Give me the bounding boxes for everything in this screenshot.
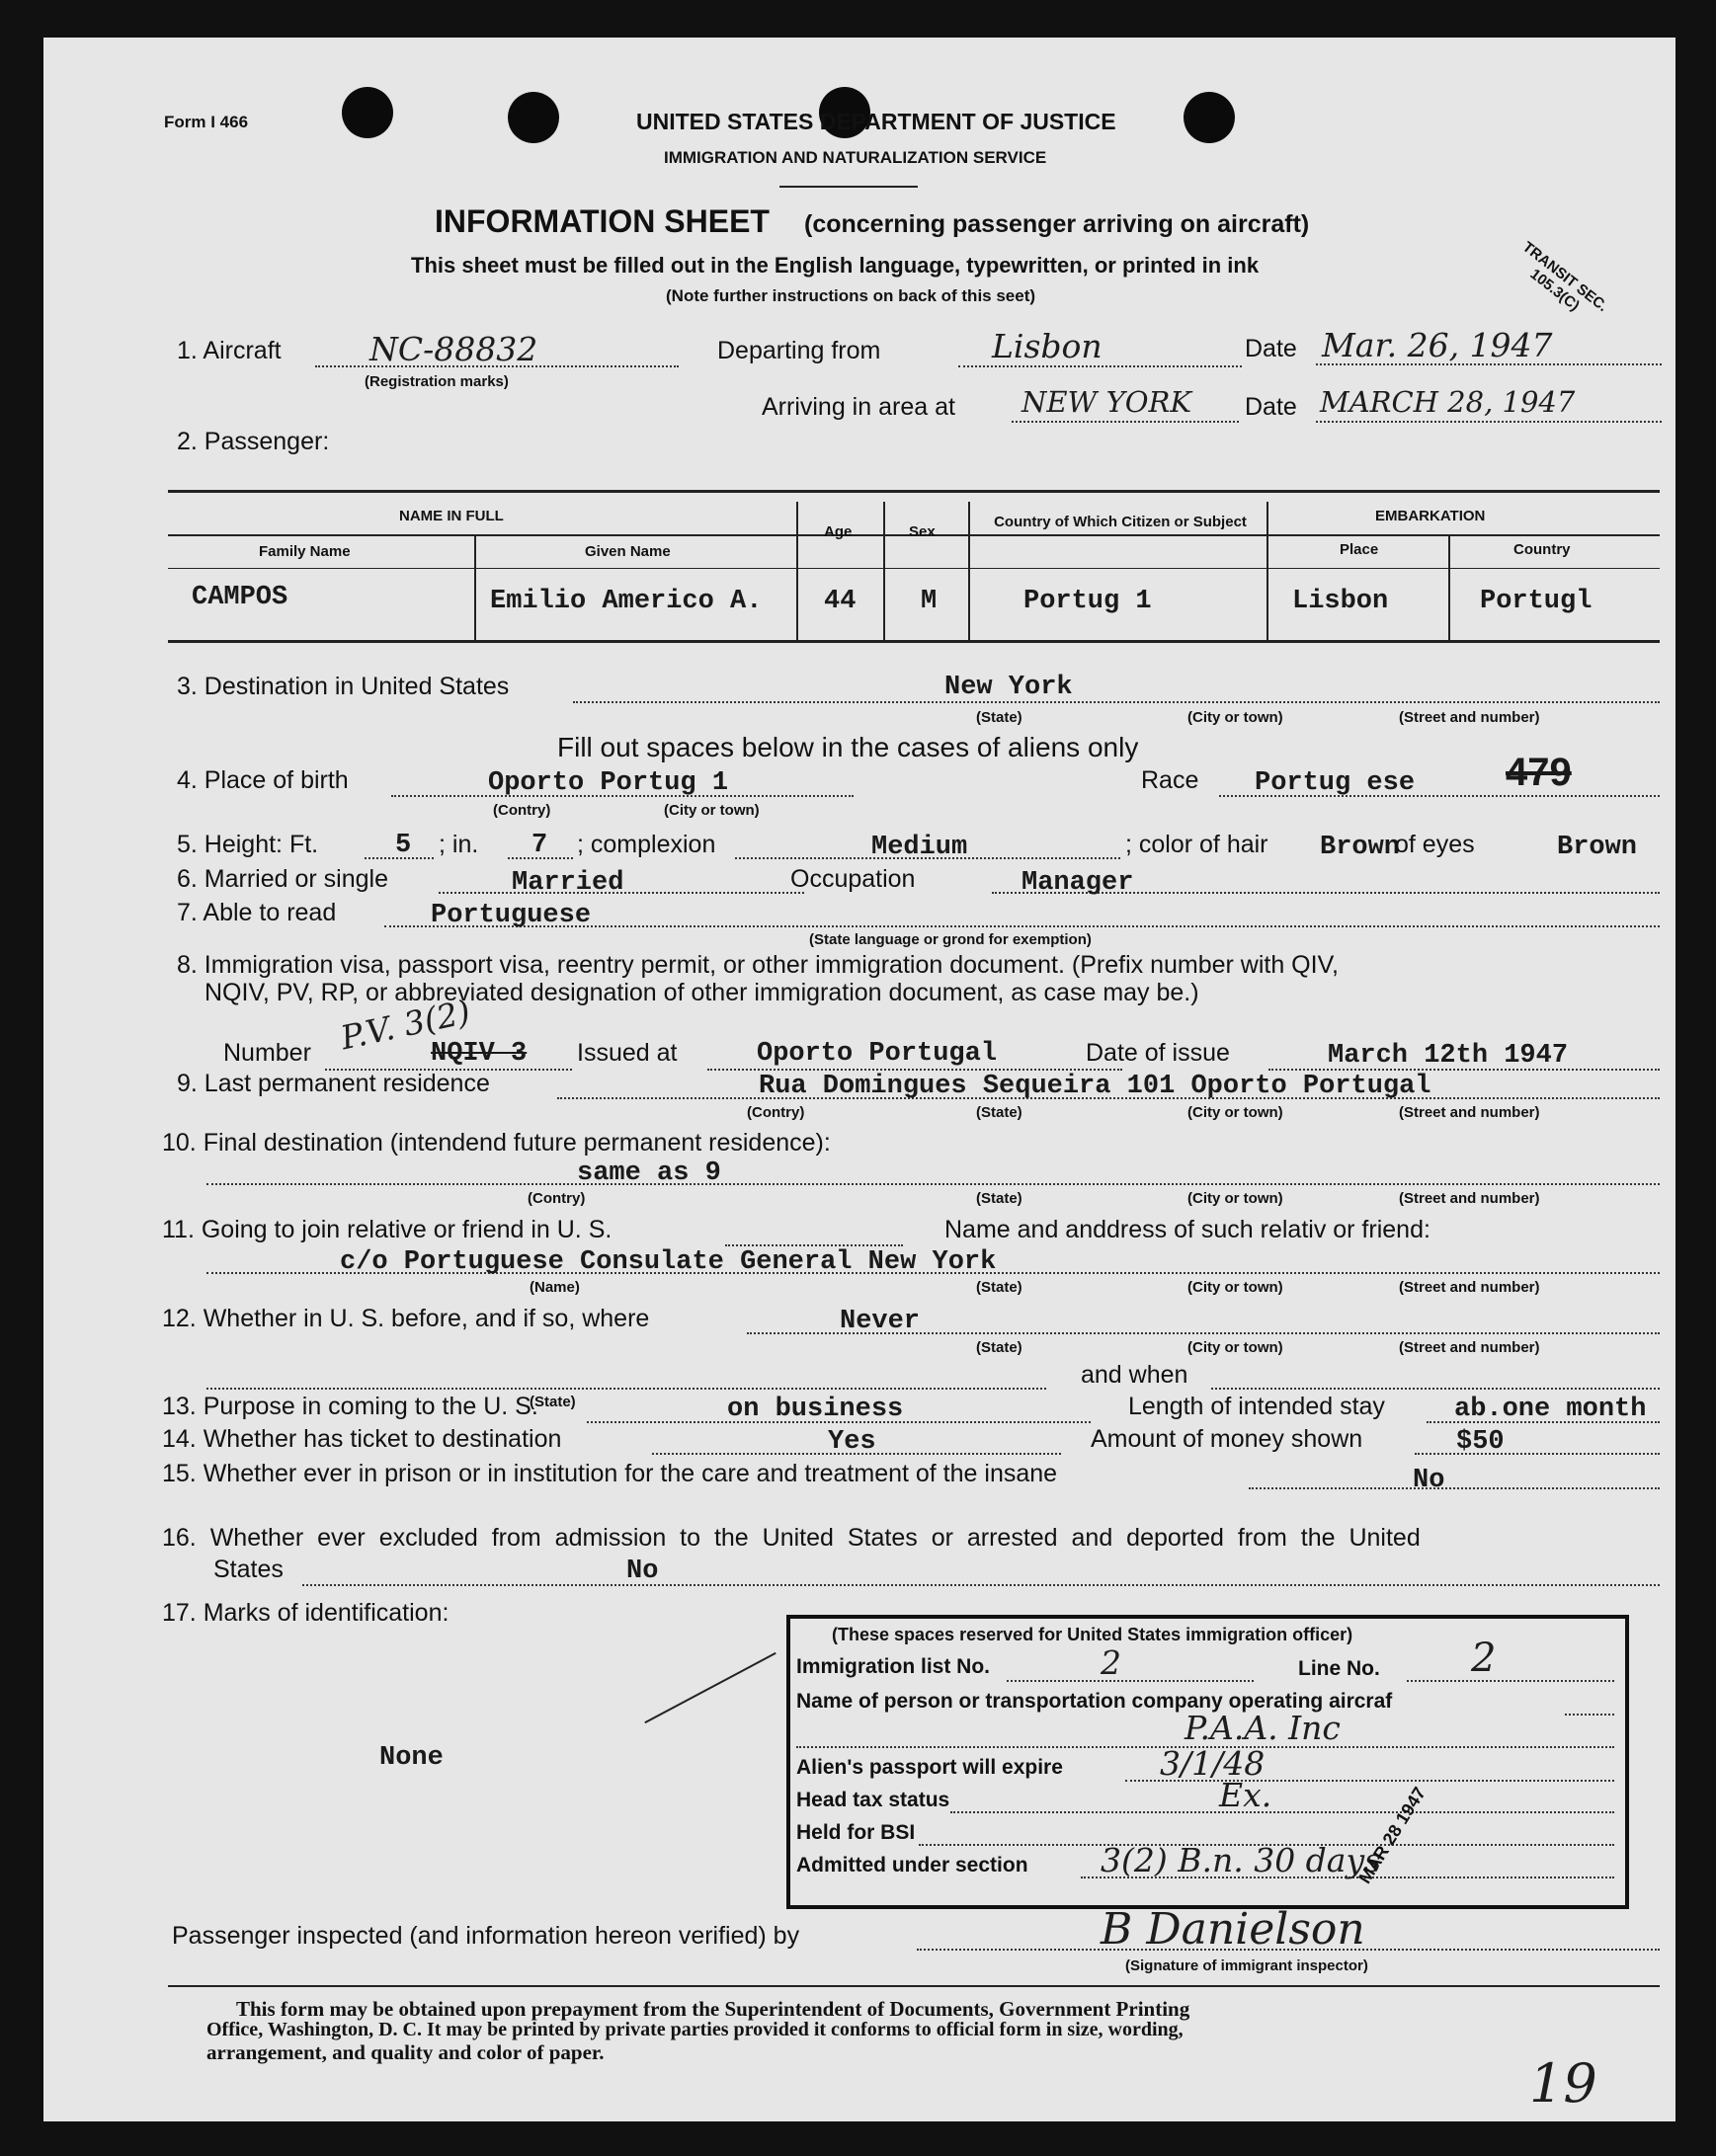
issued-at-label: Issued at [577, 1039, 678, 1067]
margin-number: 479 [1506, 751, 1572, 794]
sublabel-street: (Street and number) [1399, 1339, 1540, 1356]
sublabel-city: (City or town) [1187, 1279, 1283, 1296]
embarkation-header: EMBARKATION [1375, 508, 1486, 524]
stay-length-label: Length of intended stay [1128, 1393, 1385, 1420]
sublabel-state: (State) [976, 1279, 1022, 1296]
sublabel-street: (Street and number) [1399, 1104, 1540, 1121]
arriving-value: NEW YORK [1021, 385, 1191, 419]
inspector-signature: B Danielson [1101, 1904, 1365, 1955]
height-ft-value: 5 [395, 831, 412, 860]
money-label: Amount of money shown [1091, 1425, 1363, 1453]
issue-date-value: March 12th 1947 [1328, 1041, 1569, 1071]
carrier-label: Name of person or transportation company operating aircraf [796, 1690, 1393, 1713]
aircraft-value: NC-88832 [369, 330, 538, 368]
punch-hole [508, 92, 559, 143]
visa-text-1: 8. Immigration visa, passport visa, reentry permit, or other immigration document. (Prefix number with QIV, [177, 951, 1339, 979]
relative-name-label: Name and anddress of such relativ or friend: [944, 1216, 1430, 1243]
country-header: Country of Which Citizen or Subject [994, 514, 1247, 530]
marital-label: 6. Married or single [177, 865, 388, 893]
hair-value: Brown [1320, 833, 1401, 862]
departing-value: Lisbon [992, 327, 1103, 365]
signature-sublabel: (Signature of immigrant inspector) [1125, 1957, 1368, 1974]
bsi-label: Held for BSI [796, 1821, 916, 1844]
visa-text-2: NQIV, PV, RP, or abbreviated designation of other immigration document, as case may be.) [204, 979, 1199, 1006]
departing-label: Departing from [717, 337, 881, 364]
sublabel-state: (State) [976, 1104, 1022, 1121]
age-header: Age [824, 523, 853, 540]
age-cell: 44 [824, 587, 857, 616]
money-value: $50 [1456, 1427, 1505, 1457]
excluded-label-1: 16. Whether ever excluded from admission to the United States or arrested and deported from the United [162, 1524, 1421, 1552]
list-no-value: 2 [1101, 1643, 1121, 1682]
departure-date-label: Date [1245, 335, 1297, 362]
excluded-label-2: States [213, 1556, 284, 1583]
name-in-full-header: NAME IN FULL [399, 508, 504, 524]
form-number: Form I 466 [164, 113, 249, 131]
eyes-value: Brown [1557, 833, 1638, 862]
read-value: Portuguese [431, 901, 592, 930]
transit-stamp: TRANSIT SEC. 105.3(C) [1518, 238, 1611, 316]
occupation-label: Occupation [790, 865, 916, 893]
sheet-title: INFORMATION SHEET [435, 203, 770, 239]
sublabel-country: (Contry) [528, 1190, 586, 1207]
sublabel-state: (State) [976, 709, 1022, 726]
final-destination-value: same as 9 [577, 1158, 721, 1188]
given-name-header: Given Name [585, 543, 671, 560]
prison-value: No [1413, 1466, 1445, 1495]
line-no-value: 2 [1471, 1636, 1497, 1681]
sublabel-country: (Contry) [493, 802, 551, 819]
marital-value: Married [512, 868, 624, 898]
sublabel-city: (City or town) [1187, 1104, 1283, 1121]
inspected-label: Passenger inspected (and information hereon verified) by [172, 1922, 800, 1950]
punch-hole [342, 87, 393, 138]
sublabel-state: (State) [530, 1394, 576, 1410]
footer-line-2: Office, Washington, D. C. It may be printed by private parties provided it conforms to official form in size, wording, [206, 2019, 1184, 2040]
height-in-value: 7 [531, 831, 548, 860]
sublabel-street: (Street and number) [1399, 709, 1540, 726]
country-cell: Portug 1 [1023, 587, 1152, 616]
embarkation-place-cell: Lisbon [1292, 587, 1389, 616]
eyes-label: of eyes [1395, 831, 1475, 858]
sublabel-street: (Street and number) [1399, 1279, 1540, 1296]
visa-number-value: P.V. 3(2) [337, 992, 474, 1058]
destination-value: New York [944, 673, 1073, 702]
form-sheet [43, 38, 1675, 2121]
sublabel-city: (City or town) [664, 802, 760, 819]
sublabel-city: (City or town) [1187, 709, 1283, 726]
residence-value: Rua Domingues Sequeira 101 Oporto Portugal [759, 1072, 1431, 1101]
section-label: Admitted under section [796, 1854, 1028, 1877]
carrier-value: P.A.A. Inc [1185, 1709, 1341, 1747]
list-no-label: Immigration list No. [796, 1655, 991, 1678]
family-name-header: Family Name [259, 543, 351, 560]
footer-line-3: arrangement, and quality and color of paper. [206, 2040, 605, 2064]
date-stamp: MAR 28 1947 [1354, 1783, 1430, 1887]
identification-label: 17. Marks of identification: [162, 1599, 449, 1627]
race-label: Race [1141, 766, 1199, 794]
sublabel-country: (Contry) [747, 1104, 805, 1121]
excluded-value: No [626, 1557, 659, 1586]
section-value: 3(2) B.n. 30 days [1101, 1841, 1382, 1879]
relative-value: c/o Portuguese Consulate General New York [340, 1247, 997, 1277]
sublabel-state: (State) [976, 1190, 1022, 1207]
read-sublabel: (State language or grond for exemption) [809, 931, 1092, 948]
height-in-label: ; in. [439, 831, 479, 858]
residence-label: 9. Last permanent residence [177, 1070, 490, 1097]
sex-cell: M [921, 587, 938, 616]
ticket-label: 14. Whether has ticket to destination [162, 1425, 562, 1453]
destination-label: 3. Destination in United States [177, 673, 510, 700]
complexion-label: ; complexion [577, 831, 716, 858]
passport-label: Alien's passport will expire [796, 1756, 1063, 1779]
departure-date-value: Mar. 26, 1947 [1322, 326, 1553, 364]
issued-at-value: Oporto Portugal [757, 1039, 998, 1069]
purpose-value: on business [727, 1395, 904, 1424]
hair-label: ; color of hair [1125, 831, 1268, 858]
registration-sublabel: (Registration marks) [365, 373, 509, 390]
tax-value: Ex. [1219, 1776, 1272, 1814]
visa-number-struck: NQIV 3 [431, 1039, 528, 1069]
aliens-note: Fill out spaces below in the cases of aliens only [557, 732, 1139, 762]
department-title: UNITED STATES DEPARTMENT OF JUSTICE [636, 109, 1116, 134]
family-name-cell: CAMPOS [192, 583, 288, 612]
when-label: and when [1081, 1361, 1188, 1389]
occupation-value: Manager [1021, 868, 1134, 898]
arrival-date-value: MARCH 28, 1947 [1320, 385, 1576, 419]
issue-date-label: Date of issue [1086, 1039, 1230, 1067]
visa-number-label: Number [223, 1039, 311, 1067]
service-title: IMMIGRATION AND NATURALIZATION SERVICE [664, 148, 1047, 167]
stay-length-value: ab.one month [1454, 1395, 1647, 1424]
line-no-label: Line No. [1298, 1657, 1380, 1680]
birthplace-label: 4. Place of birth [177, 766, 349, 794]
arrival-date-label: Date [1245, 393, 1297, 421]
passport-value: 3/1/48 [1160, 1744, 1266, 1783]
sublabel-street: (Street and number) [1399, 1190, 1540, 1207]
final-destination-label: 10. Final destination (intendend future permanent residence): [162, 1129, 831, 1157]
prior-visit-value: Never [840, 1307, 921, 1336]
prior-visit-label: 12. Whether in U. S. before, and if so, where [162, 1305, 650, 1332]
punch-hole [1184, 92, 1235, 143]
sheet-title-note: (concerning passenger arriving on aircraft) [804, 210, 1310, 238]
complexion-value: Medium [871, 833, 968, 862]
birthplace-value: Oporto Portug 1 [488, 768, 729, 798]
sublabel-city: (City or town) [1187, 1339, 1283, 1356]
passenger-label: 2. Passenger: [177, 428, 330, 455]
page-number: 19 [1529, 2052, 1597, 2115]
embarkation-country-header: Country [1513, 541, 1571, 558]
prison-label: 15. Whether ever in prison or in institution for the care and treatment of the insane [162, 1460, 1058, 1487]
ticket-value: Yes [828, 1427, 876, 1457]
read-label: 7. Able to read [177, 899, 337, 926]
given-name-cell: Emilio Americo A. [490, 587, 763, 616]
identification-value: None [379, 1743, 444, 1773]
embarkation-country-cell: Portugl [1480, 587, 1593, 616]
aircraft-label: 1. Aircraft [177, 337, 282, 364]
join-relative-label: 11. Going to join relative or friend in U. S. [162, 1216, 613, 1243]
purpose-label: 13. Purpose in coming to the U. S. [162, 1393, 538, 1420]
embarkation-place-header: Place [1340, 541, 1379, 558]
sublabel-name: (Name) [530, 1279, 580, 1296]
officer-box-title: (These spaces reserved for United States immigration officer) [832, 1625, 1353, 1644]
race-value: Portug ese [1255, 768, 1416, 798]
arriving-label: Arriving in area at [762, 393, 955, 421]
sublabel-city: (City or town) [1187, 1190, 1283, 1207]
tax-label: Head tax status [796, 1789, 950, 1811]
footer-line-1: This form may be obtained upon prepayment from the Superintendent of Documents, Government Printing [236, 1997, 1190, 2021]
sex-header: Sex [909, 523, 936, 540]
sublabel-state: (State) [976, 1339, 1022, 1356]
instruction-text: This sheet must be filled out in the English language, typewritten, or printed in ink [411, 253, 1260, 278]
instruction-note: (Note further instructions on back of this seet) [666, 286, 1036, 305]
height-label: 5. Height: Ft. [177, 831, 319, 858]
